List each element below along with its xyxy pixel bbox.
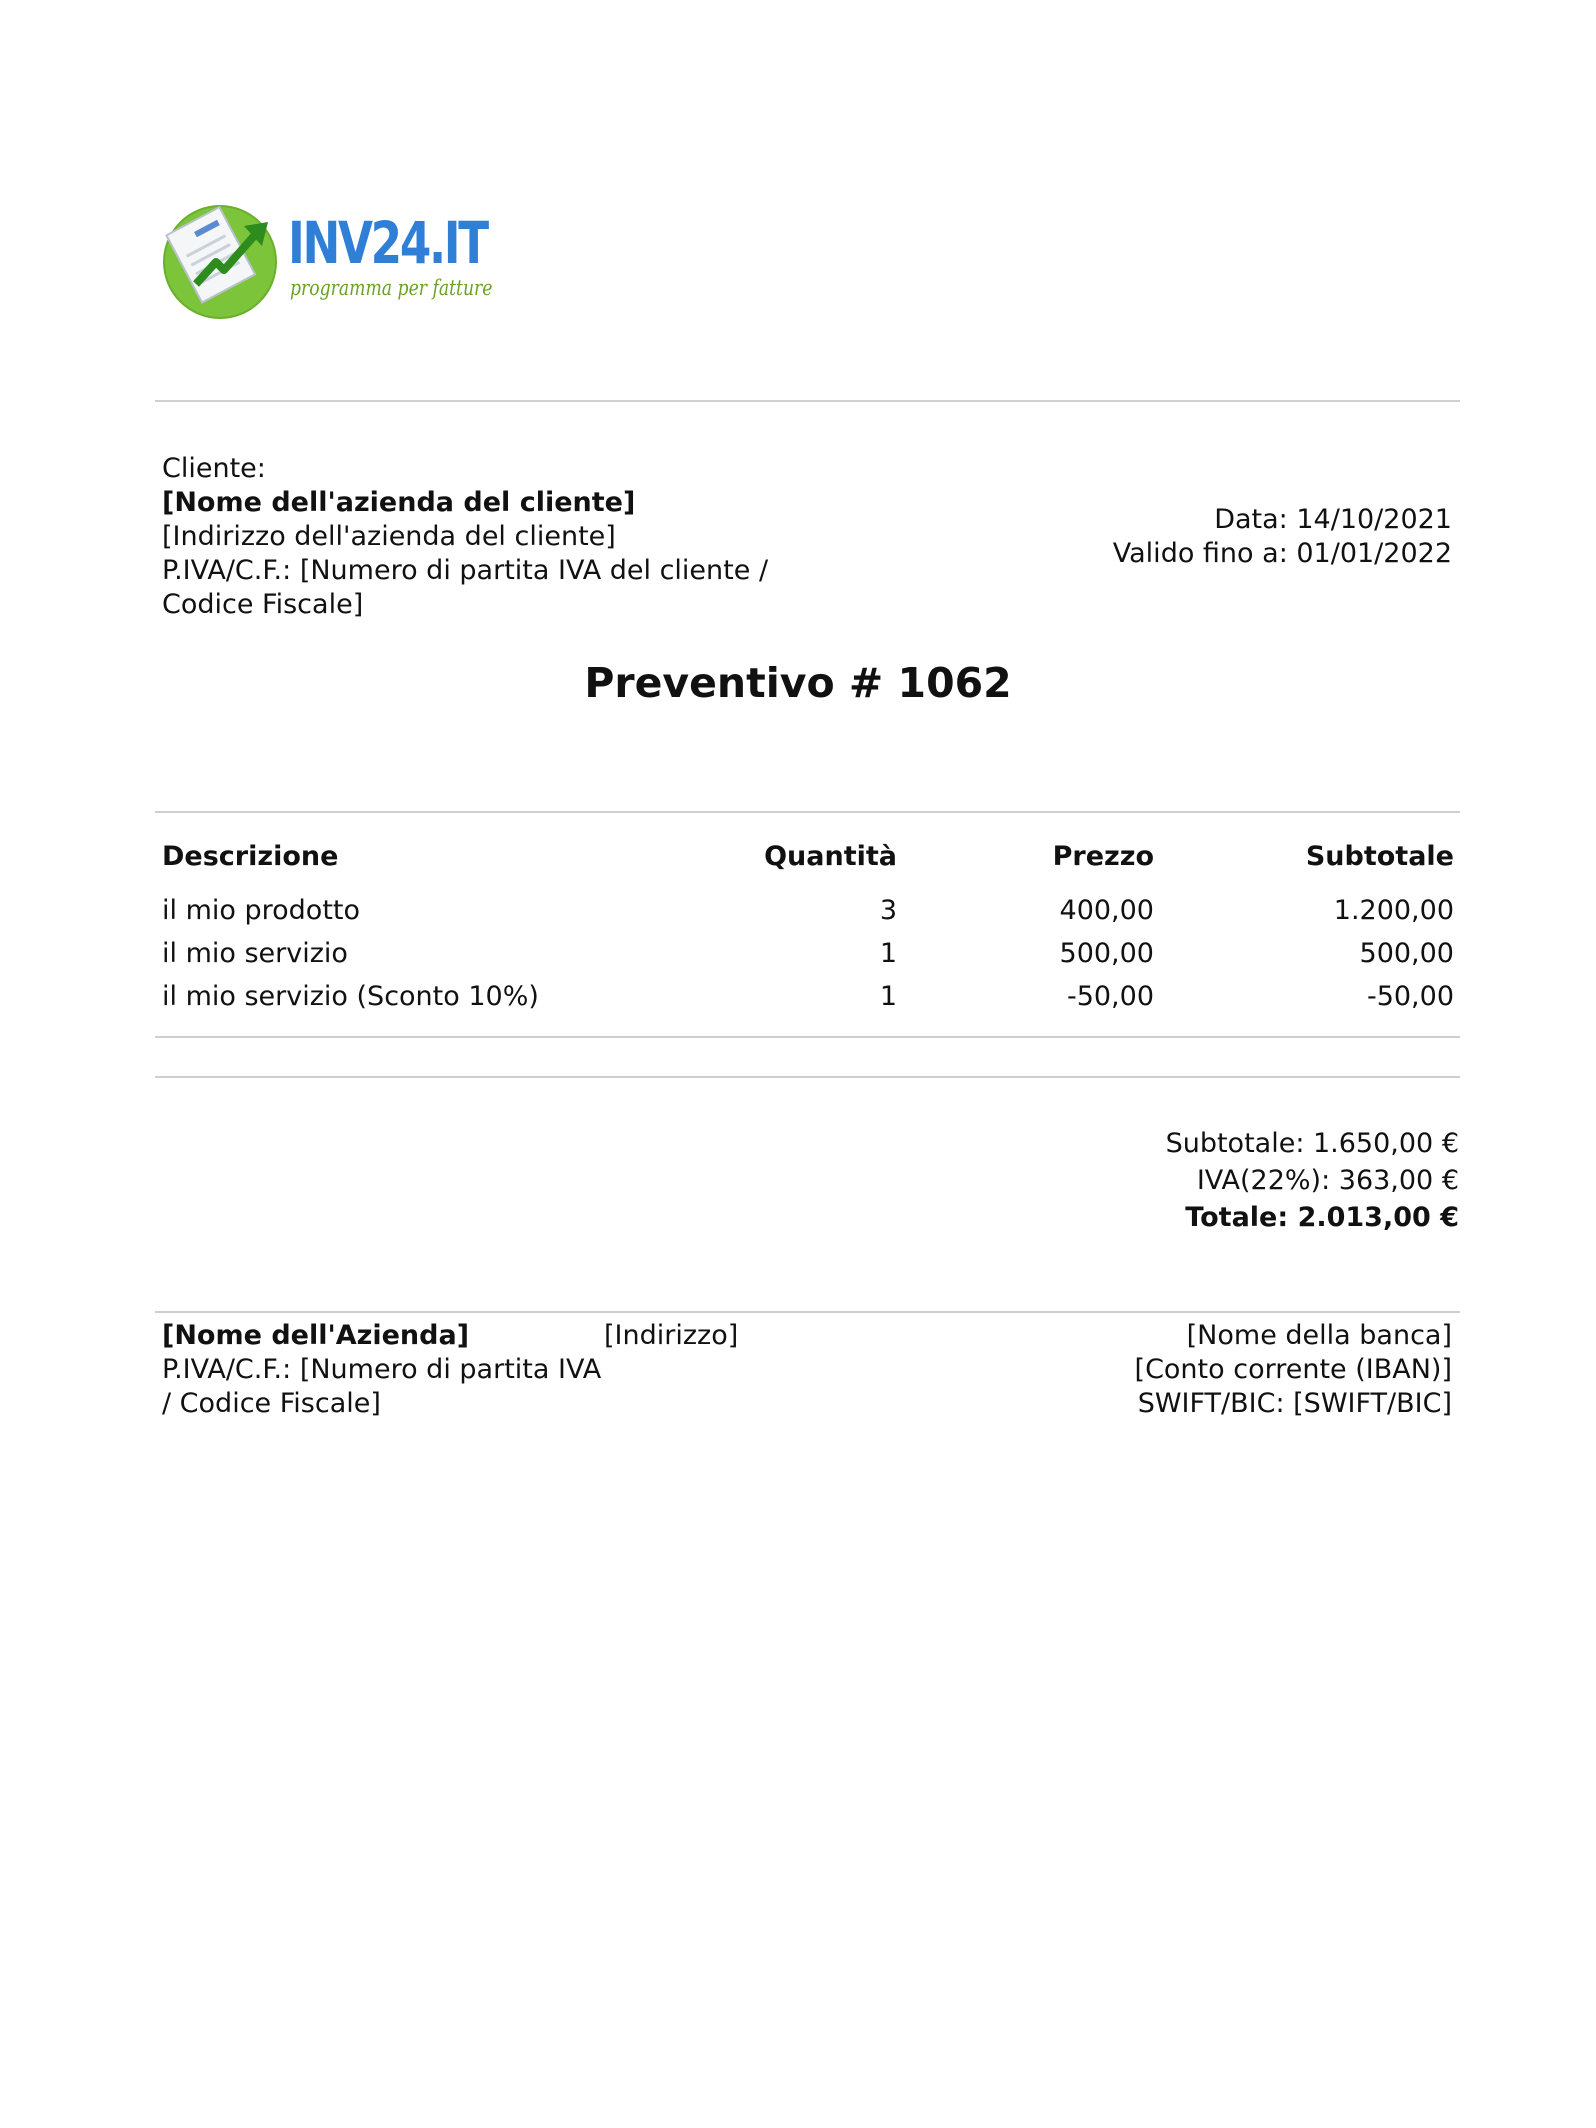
row-quantity: 1 <box>879 981 897 1012</box>
table-top-divider <box>155 811 1460 813</box>
footer-divider <box>155 1311 1460 1313</box>
company-vat-line2: / Codice Fiscale] <box>162 1388 381 1419</box>
row-description: il mio prodotto <box>162 895 361 926</box>
header-price: Prezzo <box>1052 841 1154 872</box>
row-price: 400,00 <box>1059 895 1154 926</box>
client-block <box>162 452 768 622</box>
client-label: Cliente: <box>162 453 266 484</box>
table-bottom-divider <box>155 1036 1460 1038</box>
quote-date: Data: 14/10/2021 <box>1214 504 1452 535</box>
client-vat-line2: Codice Fiscale] <box>162 589 364 620</box>
company-vat-line1: P.IVA/C.F.: [Numero di partita IVA <box>162 1354 602 1385</box>
row-subtotal: -50,00 <box>1366 981 1454 1012</box>
footer-company <box>162 1319 601 1421</box>
totals-total: Totale: 2.013,00 € <box>1185 1202 1459 1233</box>
row-price: 500,00 <box>1059 938 1154 969</box>
company-name: [Nome dell'Azienda] <box>162 1320 470 1351</box>
totals-block <box>1166 1125 1459 1236</box>
table-row <box>162 937 1454 980</box>
header-quantity: Quantità <box>764 841 897 872</box>
row-quantity: 1 <box>879 938 897 969</box>
table-row <box>162 980 1454 1023</box>
footer-bank <box>1135 1319 1452 1421</box>
company-address: [Indirizzo] <box>604 1320 739 1351</box>
header-subtotal: Subtotale <box>1305 841 1454 872</box>
logo-emblem-icon <box>158 196 283 321</box>
items-table <box>162 840 1454 1023</box>
logo-brand-name: INV24.IT <box>288 209 487 277</box>
table-row <box>162 894 1454 937</box>
totals-vat: IVA(22%): 363,00 € <box>1196 1165 1459 1196</box>
client-name: [Nome dell'azienda del cliente] <box>162 487 636 518</box>
bank-iban: [Conto corrente (IBAN)] <box>1134 1354 1452 1385</box>
row-subtotal: 1.200,00 <box>1333 895 1454 926</box>
row-quantity: 3 <box>879 895 897 926</box>
table-header-row <box>162 840 1454 894</box>
company-logo <box>158 196 493 321</box>
row-description: il mio servizio (Sconto 10%) <box>162 981 539 1012</box>
row-price: -50,00 <box>1066 981 1154 1012</box>
totals-subtotal: Subtotale: 1.650,00 € <box>1165 1128 1459 1159</box>
footer-address <box>604 1319 738 1353</box>
client-address: [Indirizzo dell'azienda del cliente] <box>162 521 616 552</box>
valid-until: Valido fino a: 01/01/2022 <box>1112 538 1452 569</box>
header-divider <box>155 400 1460 402</box>
bank-name: [Nome della banca] <box>1186 1320 1452 1351</box>
row-subtotal: 500,00 <box>1359 938 1454 969</box>
client-vat-line1: P.IVA/C.F.: [Numero di partita IVA del cliente / <box>162 555 769 586</box>
bank-swift: SWIFT/BIC: [SWIFT/BIC] <box>1137 1388 1452 1419</box>
row-description: il mio servizio <box>162 938 348 969</box>
dates-block <box>1113 503 1452 571</box>
header-description: Descrizione <box>162 841 339 872</box>
logo-tagline: programma per fatture <box>290 276 493 300</box>
totals-divider <box>155 1076 1460 1078</box>
page-title: Preventivo # 1062 <box>584 659 1012 707</box>
